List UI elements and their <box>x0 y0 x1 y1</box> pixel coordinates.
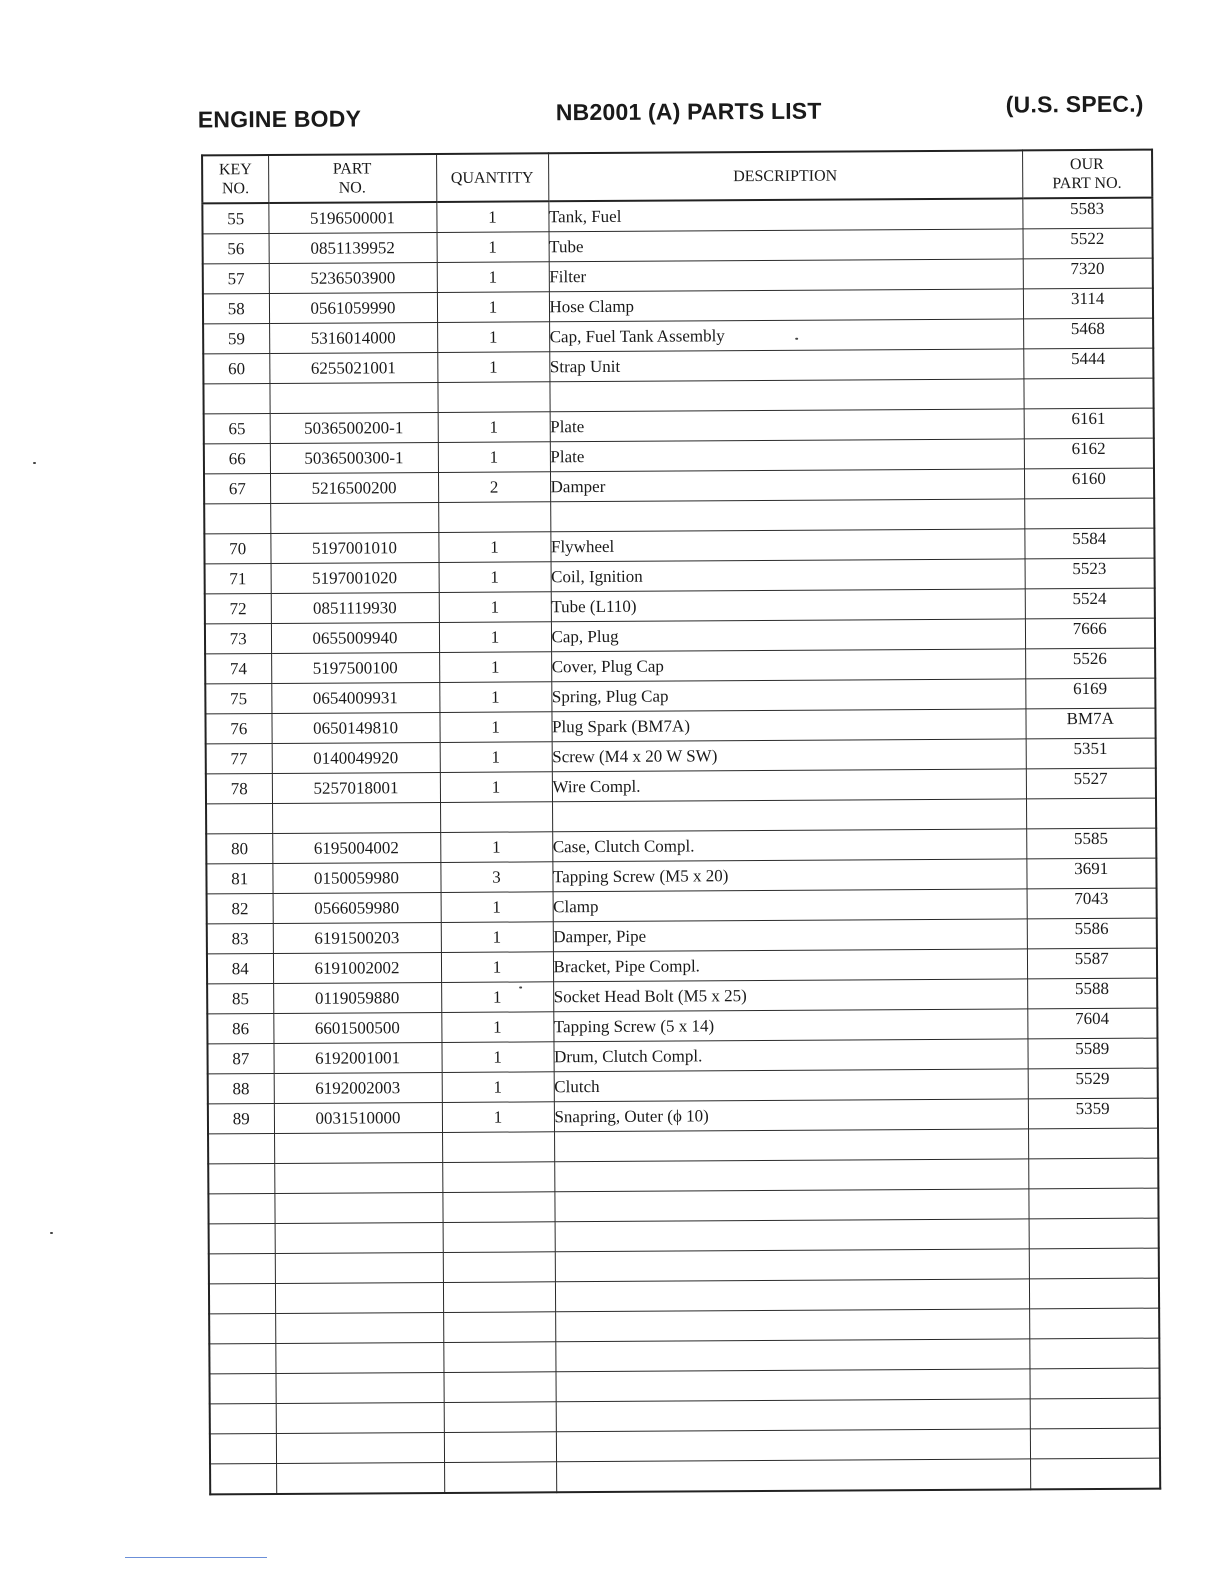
quantity-cell: 1 <box>441 982 553 1013</box>
quantity-cell: 1 <box>441 1042 553 1073</box>
empty-cell <box>1028 1158 1158 1189</box>
part-no-cell: 6192002003 <box>274 1072 442 1103</box>
part-no-cell: 0561059990 <box>269 292 437 323</box>
our-part-no-cell: 7666 <box>1025 618 1155 649</box>
part-no-cell: 5197001020 <box>271 562 439 593</box>
part-no-cell: 5316014000 <box>269 322 437 353</box>
part-no-cell: 6601500500 <box>273 1012 441 1043</box>
section-heading: ENGINE BODY <box>197 105 362 133</box>
description-cell: Tapping Screw (M5 x 20) <box>552 859 1026 892</box>
description-cell: Drum, Clutch Compl. <box>553 1039 1027 1072</box>
empty-cell <box>555 1309 1029 1342</box>
quantity-cell: 1 <box>437 352 549 383</box>
empty-cell <box>443 1282 555 1313</box>
description-cell: Hose Clamp <box>549 289 1023 322</box>
empty-cell <box>443 1222 555 1253</box>
empty-cell <box>208 1193 274 1223</box>
key-no-cell <box>204 504 270 534</box>
key-no-cell: 72 <box>205 594 271 624</box>
description-cell: Plug Spark (BM7A) <box>551 709 1025 742</box>
description-cell: Cap, Fuel Tank Assembly <box>549 319 1023 352</box>
part-no-cell: 5216500200 <box>270 472 438 503</box>
description-cell: Flywheel <box>550 529 1024 562</box>
our-part-no-cell: 5527 <box>1026 768 1156 799</box>
our-part-no-cell: 5468 <box>1023 318 1153 349</box>
empty-cell <box>276 1462 444 1494</box>
empty-cell <box>1029 1338 1159 1369</box>
empty-cell <box>443 1342 555 1373</box>
our-part-no-cell <box>1023 378 1153 409</box>
empty-cell <box>275 1372 443 1403</box>
key-no-cell: 78 <box>206 774 272 804</box>
description-cell: Snapring, Outer (ϕ 10) <box>554 1099 1028 1132</box>
part-no-cell <box>270 502 438 533</box>
key-no-cell: 84 <box>207 954 273 984</box>
empty-cell <box>555 1219 1029 1252</box>
our-part-no-cell: BM7A <box>1025 708 1155 739</box>
quantity-cell: 1 <box>439 682 551 713</box>
our-part-no-cell: 5444 <box>1023 348 1153 379</box>
key-no-cell <box>203 384 269 414</box>
our-part-no-cell: 5589 <box>1027 1038 1157 1069</box>
description-cell: Socket Head Bolt (M5 x 25) <box>553 979 1027 1012</box>
empty-cell <box>276 1432 444 1463</box>
key-no-cell: 73 <box>205 624 271 654</box>
description-cell <box>550 499 1024 532</box>
key-no-cell: 57 <box>203 264 269 294</box>
empty-cell <box>275 1312 443 1343</box>
empty-cell <box>208 1133 274 1163</box>
part-no-cell: 5197500100 <box>271 652 439 683</box>
empty-cell <box>275 1342 443 1373</box>
empty-cell <box>209 1373 275 1403</box>
table-header-row <box>202 150 1152 204</box>
parts-table <box>201 149 1161 1496</box>
quantity-cell <box>440 802 552 833</box>
quantity-cell <box>438 502 550 533</box>
empty-cell <box>556 1399 1030 1432</box>
part-no-cell: 5257018001 <box>272 772 440 803</box>
part-no-cell <box>272 802 440 833</box>
spec-label: (U.S. SPEC.) <box>1005 90 1144 118</box>
key-no-cell: 85 <box>207 984 273 1014</box>
key-no-cell: 89 <box>208 1103 274 1133</box>
key-no-cell: 87 <box>207 1043 273 1073</box>
part-no-cell: 5036500300-1 <box>270 442 438 473</box>
description-cell <box>549 379 1023 412</box>
quantity-cell: 1 <box>440 832 552 863</box>
empty-cell <box>209 1223 275 1253</box>
empty-cell <box>275 1222 443 1253</box>
empty-cell <box>555 1249 1029 1282</box>
key-no-cell <box>206 804 272 834</box>
description-cell: Damper, Pipe <box>553 919 1027 952</box>
quantity-cell: 1 <box>437 232 549 263</box>
part-no-cell: 6255021001 <box>269 352 437 383</box>
empty-cell <box>555 1279 1029 1312</box>
key-no-cell: 81 <box>206 864 272 894</box>
empty-cell <box>274 1132 442 1163</box>
quantity-cell: 1 <box>436 201 548 232</box>
empty-cell <box>209 1313 275 1343</box>
empty-cell <box>209 1343 275 1373</box>
part-no-cell: 0150059980 <box>272 862 440 893</box>
key-no-cell: 60 <box>203 354 269 384</box>
part-no-cell: 0566059980 <box>273 892 441 923</box>
quantity-cell: 1 <box>437 292 549 323</box>
empty-cell <box>274 1162 442 1193</box>
description-cell: Clamp <box>553 889 1027 922</box>
part-no-cell: 6192001001 <box>273 1042 441 1073</box>
part-no-cell: 0140049920 <box>272 742 440 773</box>
empty-cell <box>443 1372 555 1403</box>
part-no-cell: 6191002002 <box>273 952 441 983</box>
our-part-no-cell <box>1024 498 1154 529</box>
description-cell: Case, Clutch Compl. <box>552 829 1026 862</box>
part-no-cell: 5236503900 <box>269 262 437 293</box>
empty-cell <box>1030 1428 1160 1459</box>
part-no-cell: 0654009931 <box>271 682 439 713</box>
our-part-no-cell: 6161 <box>1024 408 1154 439</box>
quantity-cell <box>437 382 549 413</box>
key-no-cell: 76 <box>205 714 271 744</box>
our-part-no-cell: 6169 <box>1025 678 1155 709</box>
hyperlink-underline <box>125 1557 267 1558</box>
empty-cell <box>444 1402 556 1433</box>
quantity-cell: 1 <box>438 442 550 473</box>
empty-cell <box>276 1402 444 1433</box>
empty-cell <box>554 1189 1028 1222</box>
quantity-cell: 1 <box>437 262 549 293</box>
our-part-no-cell: 6160 <box>1024 468 1154 499</box>
empty-cell <box>555 1339 1029 1372</box>
scan-speck <box>795 338 798 340</box>
description-cell: Coil, Ignition <box>551 559 1025 592</box>
part-no-cell: 0851139952 <box>269 232 437 263</box>
quantity-cell: 1 <box>439 592 551 623</box>
part-no-cell: 0655009940 <box>271 622 439 653</box>
our-part-no-cell: 5522 <box>1023 228 1153 259</box>
our-part-no-cell <box>1026 798 1156 829</box>
empty-cell <box>1029 1248 1159 1279</box>
empty-cell <box>555 1369 1029 1402</box>
part-no-cell: 0650149810 <box>271 712 439 743</box>
key-no-cell: 59 <box>203 324 269 354</box>
col-header-description: DESCRIPTION <box>548 150 1022 201</box>
our-part-no-cell: 5586 <box>1027 918 1157 949</box>
part-no-cell: 0031510000 <box>274 1102 442 1133</box>
part-no-cell <box>269 382 437 413</box>
our-part-no-cell: 7604 <box>1027 1008 1157 1039</box>
our-part-no-cell: 5529 <box>1028 1068 1158 1099</box>
key-no-cell: 77 <box>206 744 272 774</box>
empty-cell <box>554 1129 1028 1162</box>
description-cell: Bracket, Pipe Compl. <box>553 949 1027 982</box>
key-no-cell: 82 <box>207 894 273 924</box>
empty-cell <box>210 1433 276 1463</box>
empty-cell <box>442 1162 554 1193</box>
quantity-cell: 1 <box>439 712 551 743</box>
blank-table-row <box>210 1458 1160 1494</box>
description-cell: Tank, Fuel <box>548 198 1022 231</box>
key-no-cell: 71 <box>205 564 271 594</box>
col-header-key-no: KEY NO. <box>202 155 268 203</box>
description-cell: Filter <box>549 259 1023 292</box>
col-header-our-part-no: OUR PART NO. <box>1022 150 1152 199</box>
quantity-cell: 1 <box>440 772 552 803</box>
quantity-cell: 1 <box>442 1102 554 1133</box>
empty-cell <box>210 1463 276 1494</box>
page-title: NB2001 (A) PARTS LIST <box>555 97 822 126</box>
part-no-cell: 6195004002 <box>272 832 440 863</box>
our-part-no-cell: 6162 <box>1024 438 1154 469</box>
our-part-no-cell: 5584 <box>1024 528 1154 559</box>
our-part-no-cell: 5526 <box>1025 648 1155 679</box>
our-part-no-cell: 5585 <box>1026 828 1156 859</box>
empty-cell <box>1029 1308 1159 1339</box>
empty-cell <box>275 1252 443 1283</box>
our-part-no-cell: 5523 <box>1025 558 1155 589</box>
part-no-cell: 5196500001 <box>268 202 436 234</box>
empty-cell <box>274 1192 442 1223</box>
our-part-no-cell: 3691 <box>1026 858 1156 889</box>
quantity-cell: 1 <box>438 532 550 563</box>
key-no-cell: 83 <box>207 924 273 954</box>
quantity-cell: 1 <box>441 892 553 923</box>
key-no-cell: 74 <box>205 654 271 684</box>
description-cell: Plate <box>550 439 1024 472</box>
description-cell: Clutch <box>554 1069 1028 1102</box>
scan-speck <box>50 1232 53 1234</box>
description-cell: Spring, Plug Cap <box>551 679 1025 712</box>
part-no-cell: 0851119930 <box>271 592 439 623</box>
quantity-cell: 1 <box>441 1012 553 1043</box>
description-cell: Wire Compl. <box>552 769 1026 802</box>
part-no-cell: 6191500203 <box>273 922 441 953</box>
quantity-cell: 1 <box>440 742 552 773</box>
our-part-no-cell: 5351 <box>1026 738 1156 769</box>
description-cell: Cover, Plug Cap <box>551 649 1025 682</box>
our-part-no-cell: 5524 <box>1025 588 1155 619</box>
key-no-cell: 88 <box>208 1073 274 1103</box>
quantity-cell: 1 <box>438 412 550 443</box>
empty-cell <box>209 1283 275 1313</box>
our-part-no-cell: 3114 <box>1023 288 1153 319</box>
our-part-no-cell: 5583 <box>1022 198 1152 229</box>
quantity-cell: 1 <box>442 1072 554 1103</box>
description-cell: Plate <box>550 409 1024 442</box>
description-cell: Tube <box>549 229 1023 262</box>
empty-cell <box>442 1192 554 1223</box>
key-no-cell: 66 <box>204 444 270 474</box>
empty-cell <box>1028 1128 1158 1159</box>
scan-speck <box>33 462 36 464</box>
quantity-cell: 3 <box>440 862 552 893</box>
our-part-no-cell: 5587 <box>1027 948 1157 979</box>
empty-cell <box>210 1403 276 1433</box>
quantity-cell: 1 <box>439 622 551 653</box>
quantity-cell: 2 <box>438 472 550 503</box>
empty-cell <box>444 1432 556 1463</box>
empty-cell <box>1030 1398 1160 1429</box>
description-cell: Strap Unit <box>549 349 1023 382</box>
col-header-quantity: QUANTITY <box>436 153 548 202</box>
empty-cell <box>208 1163 274 1193</box>
key-no-cell: 55 <box>202 203 268 234</box>
key-no-cell: 75 <box>205 684 271 714</box>
empty-cell <box>1029 1278 1159 1309</box>
empty-cell <box>275 1282 443 1313</box>
scan-speck <box>519 986 522 988</box>
description-cell <box>552 799 1026 832</box>
part-no-cell: 5197001010 <box>270 532 438 563</box>
quantity-cell: 1 <box>439 562 551 593</box>
empty-cell <box>444 1462 556 1493</box>
description-cell: Tapping Screw (5 x 14) <box>553 1009 1027 1042</box>
description-cell: Tube (L110) <box>551 589 1025 622</box>
empty-cell <box>443 1252 555 1283</box>
quantity-cell: 1 <box>439 652 551 683</box>
key-no-cell: 70 <box>204 534 270 564</box>
description-cell: Cap, Plug <box>551 619 1025 652</box>
key-no-cell: 67 <box>204 474 270 504</box>
quantity-cell: 1 <box>441 952 553 983</box>
empty-cell <box>1029 1218 1159 1249</box>
empty-cell <box>442 1132 554 1163</box>
our-part-no-cell: 7320 <box>1023 258 1153 289</box>
col-header-part-no: PART NO. <box>268 154 436 203</box>
key-no-cell: 56 <box>203 234 269 264</box>
quantity-cell: 1 <box>441 922 553 953</box>
empty-cell <box>1028 1188 1158 1219</box>
description-cell: Damper <box>550 469 1024 502</box>
part-no-cell: 0119059880 <box>273 982 441 1013</box>
key-no-cell: 80 <box>206 834 272 864</box>
our-part-no-cell: 5588 <box>1027 978 1157 1009</box>
empty-cell <box>556 1459 1030 1492</box>
our-part-no-cell: 5359 <box>1028 1098 1158 1129</box>
empty-cell <box>443 1312 555 1343</box>
empty-cell <box>1030 1458 1160 1489</box>
empty-cell <box>1029 1368 1159 1399</box>
our-part-no-cell: 7043 <box>1027 888 1157 919</box>
part-no-cell: 5036500200-1 <box>270 412 438 443</box>
empty-cell <box>554 1159 1028 1192</box>
empty-cell <box>209 1253 275 1283</box>
key-no-cell: 86 <box>207 1013 273 1043</box>
key-no-cell: 65 <box>204 414 270 444</box>
quantity-cell: 1 <box>437 322 549 353</box>
parts-table-body <box>202 198 1160 1495</box>
description-cell: Screw (M4 x 20 W SW) <box>552 739 1026 772</box>
key-no-cell: 58 <box>203 294 269 324</box>
empty-cell <box>556 1429 1030 1462</box>
